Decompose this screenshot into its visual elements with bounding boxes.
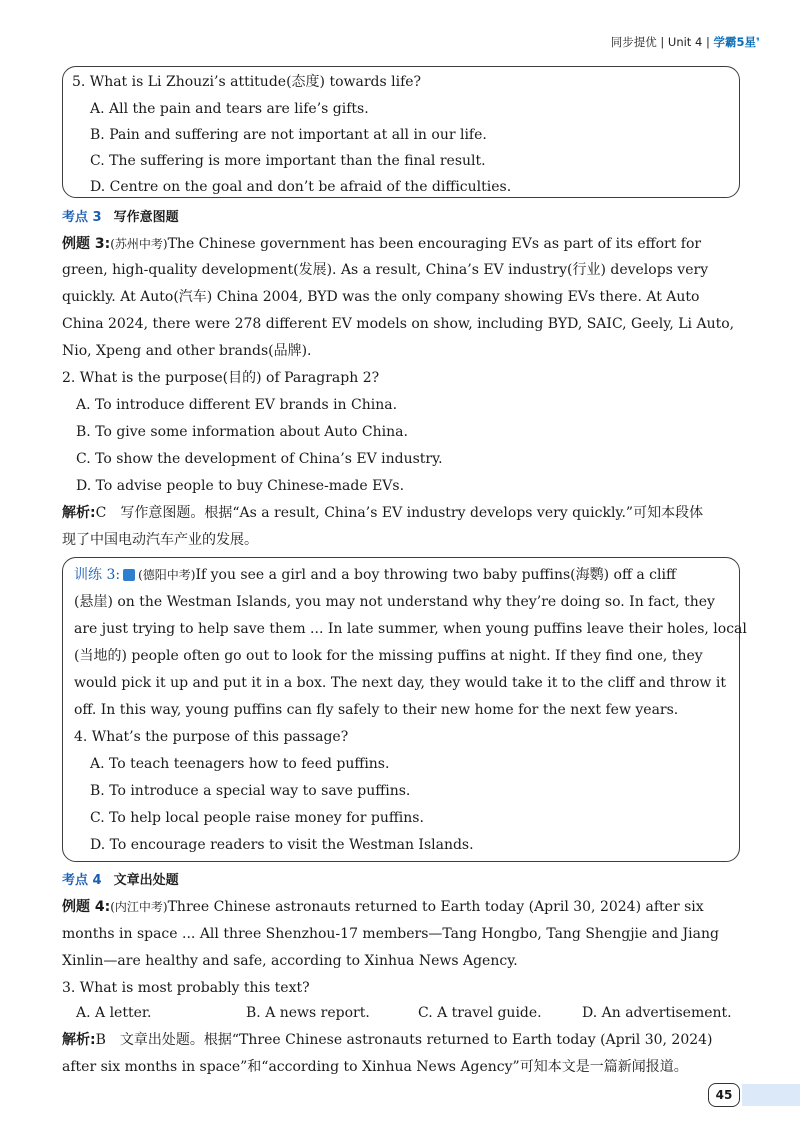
page-number-bar [742,1084,800,1106]
example-4-label: 例题 4: [62,899,111,915]
example-4-analysis-1 [62,1027,713,1053]
example-4-analysis-label: 解析: [62,1032,96,1048]
example-3-question: 2. What is the purpose(目的) of Paragraph 2? [62,370,380,386]
training-3-source: (德阳中考) [138,568,196,582]
point-4-tag: 考点 4 [62,873,102,888]
example-3-option-b: B. To give some information about Auto China. [76,424,408,440]
training-3-line-3: are just trying to help save them ... In late summer, when young puffins leave their holes, local [74,621,747,637]
example-4-option-a: A. A letter. [76,1005,152,1021]
training-3-line-1 [74,562,676,588]
training-3-question: 4. What’s the purpose of this passage? [74,729,349,745]
training-3-line-4: (当地的) people often go out to look for the missing puffins at night. If they find one, they [74,648,703,664]
training-3-option-b: B. To introduce a special way to save puffins. [90,783,411,799]
training-3-line-5: would pick it up and put it in a box. The next day, they would take it to the cliff and throw it [74,675,726,691]
example-4-source: (内江中考) [110,900,168,914]
example-4-line-2: months in space ... All three Shenzhou-17 members—Tang Hongbo, Tang Shengjie and Jiang [62,926,719,942]
page-header: 同步提优 | Unit 4 | 学霸5星❜ [610,35,760,49]
example-3-analysis-label: 解析: [62,505,96,521]
point-3-title: 写作意图题 [113,210,179,225]
example-3-analysis-1 [62,500,703,526]
page-number: 45 [708,1083,740,1107]
point-3-heading [62,204,179,231]
training-3-label: 训练 3: [74,567,121,583]
header-brand: 学霸5星 [713,35,756,49]
example-3-option-a: A. To introduce different EV brands in China. [76,397,398,413]
example-3-analysis-text: C 写作意图题。根据“As a result, China’s EV industry develops very quickly.”可知本段体 [95,505,704,521]
training-icon [123,569,135,581]
training-3-line-2: (悬崖) on the Westman Islands, you may not understand why they’re doing so. In fact, they [74,594,715,610]
example-4-analysis-2: after six months in space”和“according to Xinhua News Agency”可知本文是一篇新闻报道。 [62,1059,688,1075]
header-unit: Unit 4 [667,35,703,49]
training-3-option-c: C. To help local people raise money for puffins. [90,810,424,826]
example-3-source: (苏州中考) [110,237,168,251]
example-3-line-3: quickly. At Auto(汽车) China 2004, BYD was the only company showing EVs there. At Auto [62,289,700,305]
header-sync: 同步提优 [610,35,657,49]
leaf-icon: ❜ [756,35,760,49]
example-3-option-d: D. To advise people to buy Chinese-made EVs. [76,478,405,494]
example-4-text: Three Chinese astronauts returned to Earth today (April 30, 2024) after six [167,899,704,915]
point-3-tag: 考点 3 [62,210,102,225]
example-3-option-c: C. To show the development of China’s EV industry. [76,451,443,467]
training-3-option-d: D. To encourage readers to visit the Westman Islands. [90,837,474,853]
training-3-text: If you see a girl and a boy throwing two baby puffins(海鹦) off a cliff [195,567,676,583]
example-4-analysis-text: B 文章出处题。根据“Three Chinese astronauts returned to Earth today (April 30, 2024) [95,1032,713,1048]
example-4-line-1 [62,894,704,920]
example-4-option-d: D. An advertisement. [582,1005,732,1021]
q5-option-d: D. Centre on the goal and don’t be afraid of the difficulties. [90,179,512,195]
example-4-question: 3. What is most probably this text? [62,980,310,996]
training-3-line-6: off. In this way, young puffins can fly safely to their new home for the next few years. [74,702,679,718]
training-3-option-a: A. To teach teenagers how to feed puffins. [90,756,390,772]
example-3-label: 例题 3: [62,236,111,252]
point-4-heading [62,867,179,894]
example-3-line-5: Nio, Xpeng and other brands(品牌). [62,343,312,359]
q5-option-a: A. All the pain and tears are life’s gifts. [90,101,369,117]
example-3-text: The Chinese government has been encouraging EVs as part of its effort for [167,236,702,252]
example-4-option-c: C. A travel guide. [418,1005,542,1021]
example-4-line-3: Xinlin—are healthy and safe, according to Xinhua News Agency. [62,953,518,969]
q5-option-c: C. The suffering is more important than the final result. [90,153,486,169]
example-4-option-b: B. A news report. [246,1005,370,1021]
point-4-title: 文章出处题 [113,873,179,888]
example-3-line-4: China 2024, there were 278 different EV models on show, including BYD, SAIC, Geely, Li Auto, [62,316,735,332]
example-3-analysis-2: 现了中国电动汽车产业的发展。 [62,532,258,548]
q5-stem: 5. What is Li Zhouzi’s attitude(态度) towards life? [72,74,422,90]
q5-option-b: B. Pain and suffering are not important at all in our life. [90,127,487,143]
example-3-line-2: green, high-quality development(发展). As a result, China’s EV industry(行业) develops very [62,262,709,278]
example-3-line-1 [62,231,701,257]
